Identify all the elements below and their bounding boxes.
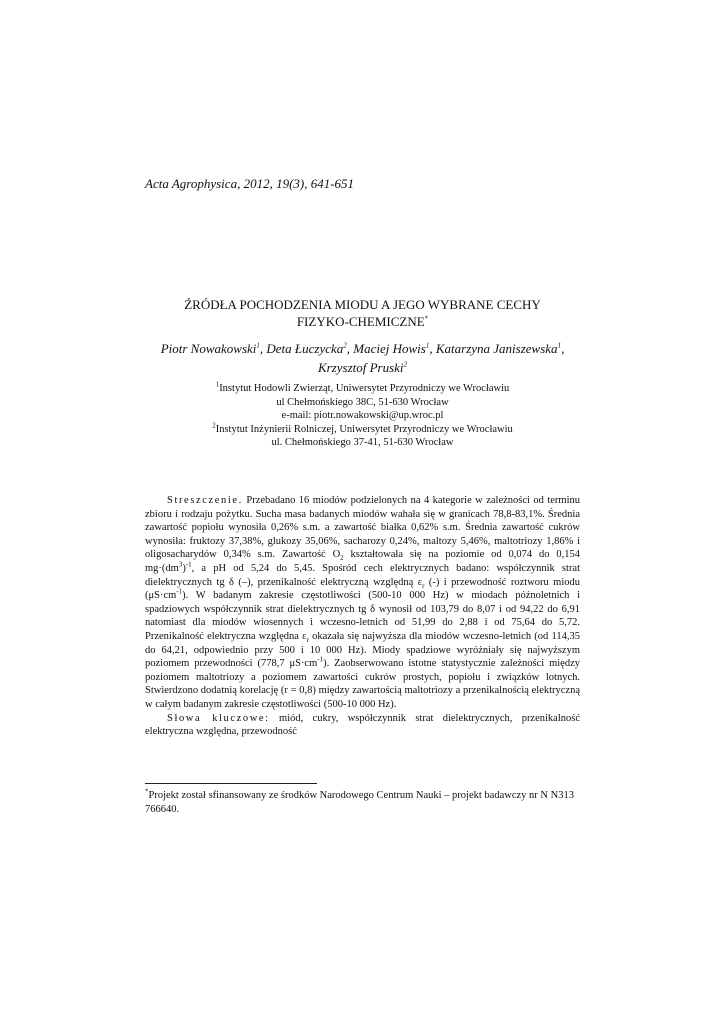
superscript: -1 (176, 587, 183, 596)
abstract-label: Streszczenie. (167, 495, 243, 506)
superscript: -1 (185, 560, 192, 569)
superscript: 3 (178, 560, 183, 569)
abstract-text: ) (182, 562, 186, 574)
title-line-1: ŹRÓDŁA POCHODZENIA MIODU A JEGO WYBRANE CECHY (184, 297, 541, 312)
affiliation-1-number: 1 (215, 380, 220, 389)
affiliation-1-name: Instytut Hodowli Zwierząt, Uniwersytet Przyrodniczy we Wrocławiu (219, 383, 510, 394)
author-affiliation-mark: 1 (425, 341, 430, 350)
abstract-text: ). W badanym zakresie częstotliwości (500-10 000 Hz) w miodach późnoletnich i spadziowych współczynnik strat dielektrycznych tg δ wynosił od 103,79 do 8,07 i od 94,22 do 6,91 natomiast dla miodów wiosennych i wczesno-letnich od 51,99 do 2,88 i od 75,64 do 5,72. Przenikalność elektryczna względna ε (145, 590, 580, 642)
title-line-2 (140, 313, 585, 330)
abstract-text: Przebadano 16 miodów podzielonych na 4 kategorie w zależności od terminu zbioru i rodzaju pożytku. Sucha masa badanych miodów wahała się w granicach 78,8-83,1%. Średnia zawartość popiołu wynosiła 0,26% s.m. a zawartość białka 0,62% s.m. Średnia zawartość cukrów wynosiła: fruktozy 37,38%, glukozy 35,06%, sacharozy 0,24%, maltozy 5,46%, maltotriozy 1,86% i oligosacharydów 0,34% s.m. Zawartość O (145, 495, 580, 561)
author-name: Katarzyna Janiszewska (435, 341, 558, 356)
affiliation-2-address: ul. Chełmońskiego 37-41, 51-630 Wrocław (271, 437, 454, 448)
abstract-text: , a pH od 5,24 do 5,45. Spośród cech elektrycznych badano: współczynnik strat dielektrycznych tg δ (–), przenikalność elektryczną względną ε (145, 562, 580, 588)
footnote (145, 789, 585, 816)
author-name: Deta Łuczycka (266, 341, 344, 356)
subscript: 2 (340, 554, 344, 563)
author-name: Maciej Howis (353, 341, 426, 356)
author-affiliation-mark: 2 (343, 341, 347, 350)
affiliation-2-name: Instytut Inżynierii Rolniczej, Uniwersytet Przyrodniczy we Wrocławiu (215, 423, 513, 435)
author-affiliation-mark: 2 (403, 360, 408, 369)
author-affiliation-mark: 1 (256, 341, 260, 350)
abstract-paragraph (145, 494, 580, 712)
abstract-text: (-) i przewodność roztworu miodu (μS·cm (145, 576, 580, 602)
journal-reference: Acta Agrophysica, 2012, 19(3), 641-651 (145, 176, 355, 191)
keywords-label: Słowa kluczowe: (167, 712, 270, 724)
paper-title (140, 296, 585, 330)
title-footnote-mark: * (424, 314, 429, 323)
abstract-block (145, 494, 580, 739)
abstract-text: ). Zaobserwowano istotne statystycznie zależności między poziomem maltotriozy a poziomem zawartości cukrów prostych, popiołu i związków lotnych. Stwierdzono dodatnią korelację (r = 0,8) między zawartością maltotriozy a przenikalnością elektryczną w całym badanym zakresie częstotliwości (500-10 000 Hz). (145, 658, 580, 710)
subscript: r (306, 636, 309, 645)
affiliations (140, 382, 585, 450)
author-name: Krzysztof Pruski (317, 360, 404, 375)
author-name: Piotr Nowakowski (160, 341, 257, 356)
title-line-2-text: FIZYKO-CHEMICZNE (296, 314, 425, 329)
keywords-paragraph (145, 712, 580, 739)
footnote-divider (145, 783, 317, 784)
affiliation-1-email: e-mail: piotr.nowakowski@up.wroc.pl (281, 410, 444, 421)
author-list: Piotr Nowakowski$^1$, Deta Łuczycka$^2$, Maciej Howis$^1$, Katarzyna Janiszewska$^1$, Krzysztof Pruski$^2$ (160, 341, 565, 375)
keywords-text: miód, cukry, współczynnik strat dielektrycznych, przenikalność elektryczna względna, przewodność (145, 712, 580, 738)
abstract-text: kształtowała się na poziomie od 0,074 do 0,154 mg·(dm (145, 549, 580, 574)
subscript: r (422, 581, 425, 590)
author-affiliation-mark: 1 (557, 341, 562, 350)
affiliation-1 (140, 382, 585, 396)
footnote-text: Projekt został sfinansowany ze środków Narodowego Centrum Nauki – projekt badawczy nr N N313 766640. (145, 790, 574, 815)
superscript: -1 (317, 655, 324, 664)
affiliation-1-address: ul Chełmońskiego 38C, 51-630 Wrocław (276, 396, 449, 408)
affiliation-2 (140, 423, 585, 437)
abstract-text: okazała się najwyższa dla miodów wczesno-letnich (od 114,35 do 64,21, odpowiednio przy 500 i 10 000 Hz). Miody spadziowe wyróżniały się najwyższym poziomem przewodności (778,7 μS·cm (145, 630, 580, 670)
affiliation-2-number: 2 (212, 421, 216, 429)
footnote-mark: * (145, 787, 149, 796)
